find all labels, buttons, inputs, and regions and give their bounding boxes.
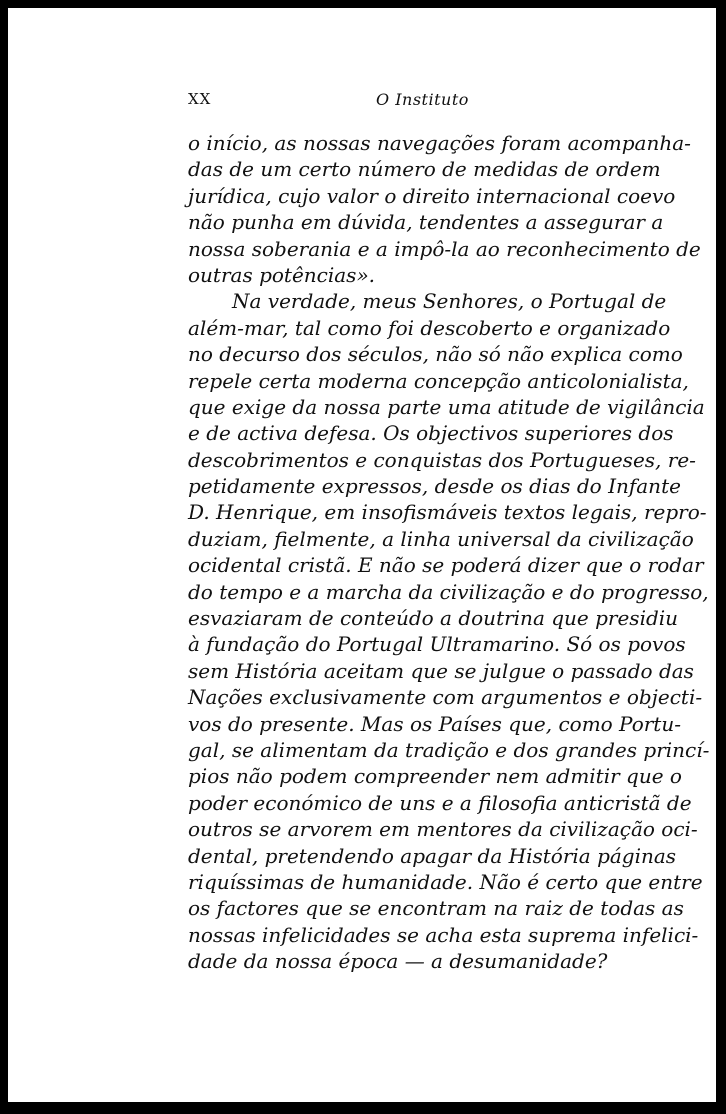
body-text <box>188 130 710 975</box>
text-line: dental, pretendendo apagar da História páginas <box>188 843 677 868</box>
text-line: não punha em dúvida, tendentes a assegurar a <box>188 210 664 235</box>
book-page <box>8 8 716 1102</box>
text-line: D. Henrique, em insofismáveis textos legais, repro- <box>188 500 707 525</box>
text-line: dade da nossa época — a desumanidade? <box>188 949 608 974</box>
text-line: além-mar, tal como foi descoberto e organizado <box>188 315 671 340</box>
text-line: nossa soberania e a impô-la ao reconhecimento de <box>188 236 701 261</box>
page-header <box>188 90 658 120</box>
text-line: à fundação do Portugal Ultramarino. Só os povos <box>188 632 686 657</box>
text-line: sem História aceitam que se julgue o passado das <box>188 658 694 683</box>
running-title: O Instituto <box>376 90 469 109</box>
text-line: pios não podem compreender nem admitir que o <box>188 764 682 789</box>
text-line: e de activa defesa. Os objectivos superiores dos <box>188 421 674 446</box>
text-line: duziam, fielmente, a linha universal da civilização <box>188 526 694 551</box>
text-line: que exige da nossa parte uma atitude de vigilância <box>188 394 705 419</box>
text-line: riquíssimas de humanidade. Não é certo que entre <box>188 869 703 894</box>
text-line: os factores que se encontram na raiz de todas as <box>188 896 684 921</box>
text-line: gal, se alimentam da tradição e dos grandes princí- <box>188 737 710 762</box>
text-line: no decurso dos séculos, não só não explica como <box>188 342 683 367</box>
text-line: outras potências». <box>188 262 376 287</box>
text-line: do tempo e a marcha da civilização e do progresso, <box>188 579 709 604</box>
text-line: petidamente expressos, desde os dias do Infante <box>188 474 681 499</box>
text-line: jurídica, cujo valor o direito internacional coevo <box>188 183 676 208</box>
text-line: poder económico de uns e a filosofia anticristã de <box>188 790 692 815</box>
text-line: das de um certo número de medidas de ordem <box>188 157 661 182</box>
text-line: descobrimentos e conquistas dos Portugueses, re- <box>188 447 696 472</box>
text-line: repele certa moderna concepção anticolonialista, <box>188 368 689 393</box>
text-line: Nações exclusivamente com argumentos e objecti- <box>188 685 703 710</box>
text-line: outros se arvorem em mentores da civilização oci- <box>188 817 698 842</box>
text-line: ocidental cristã. E não se poderá dizer que o rodar <box>188 553 704 578</box>
text-line: esvaziaram de conteúdo a doutrina que presidiu <box>188 606 679 631</box>
text-line: vos do presente. Mas os Países que, como Portu- <box>188 711 681 736</box>
text-line: o início, as nossas navegações foram acompanha- <box>188 131 691 155</box>
paragraph-first-line: Na verdade, meus Senhores, o Portugal de <box>232 289 667 314</box>
text-line: nossas infelicidades se acha esta suprema infelici- <box>188 922 699 947</box>
page-number: XX <box>188 90 212 108</box>
